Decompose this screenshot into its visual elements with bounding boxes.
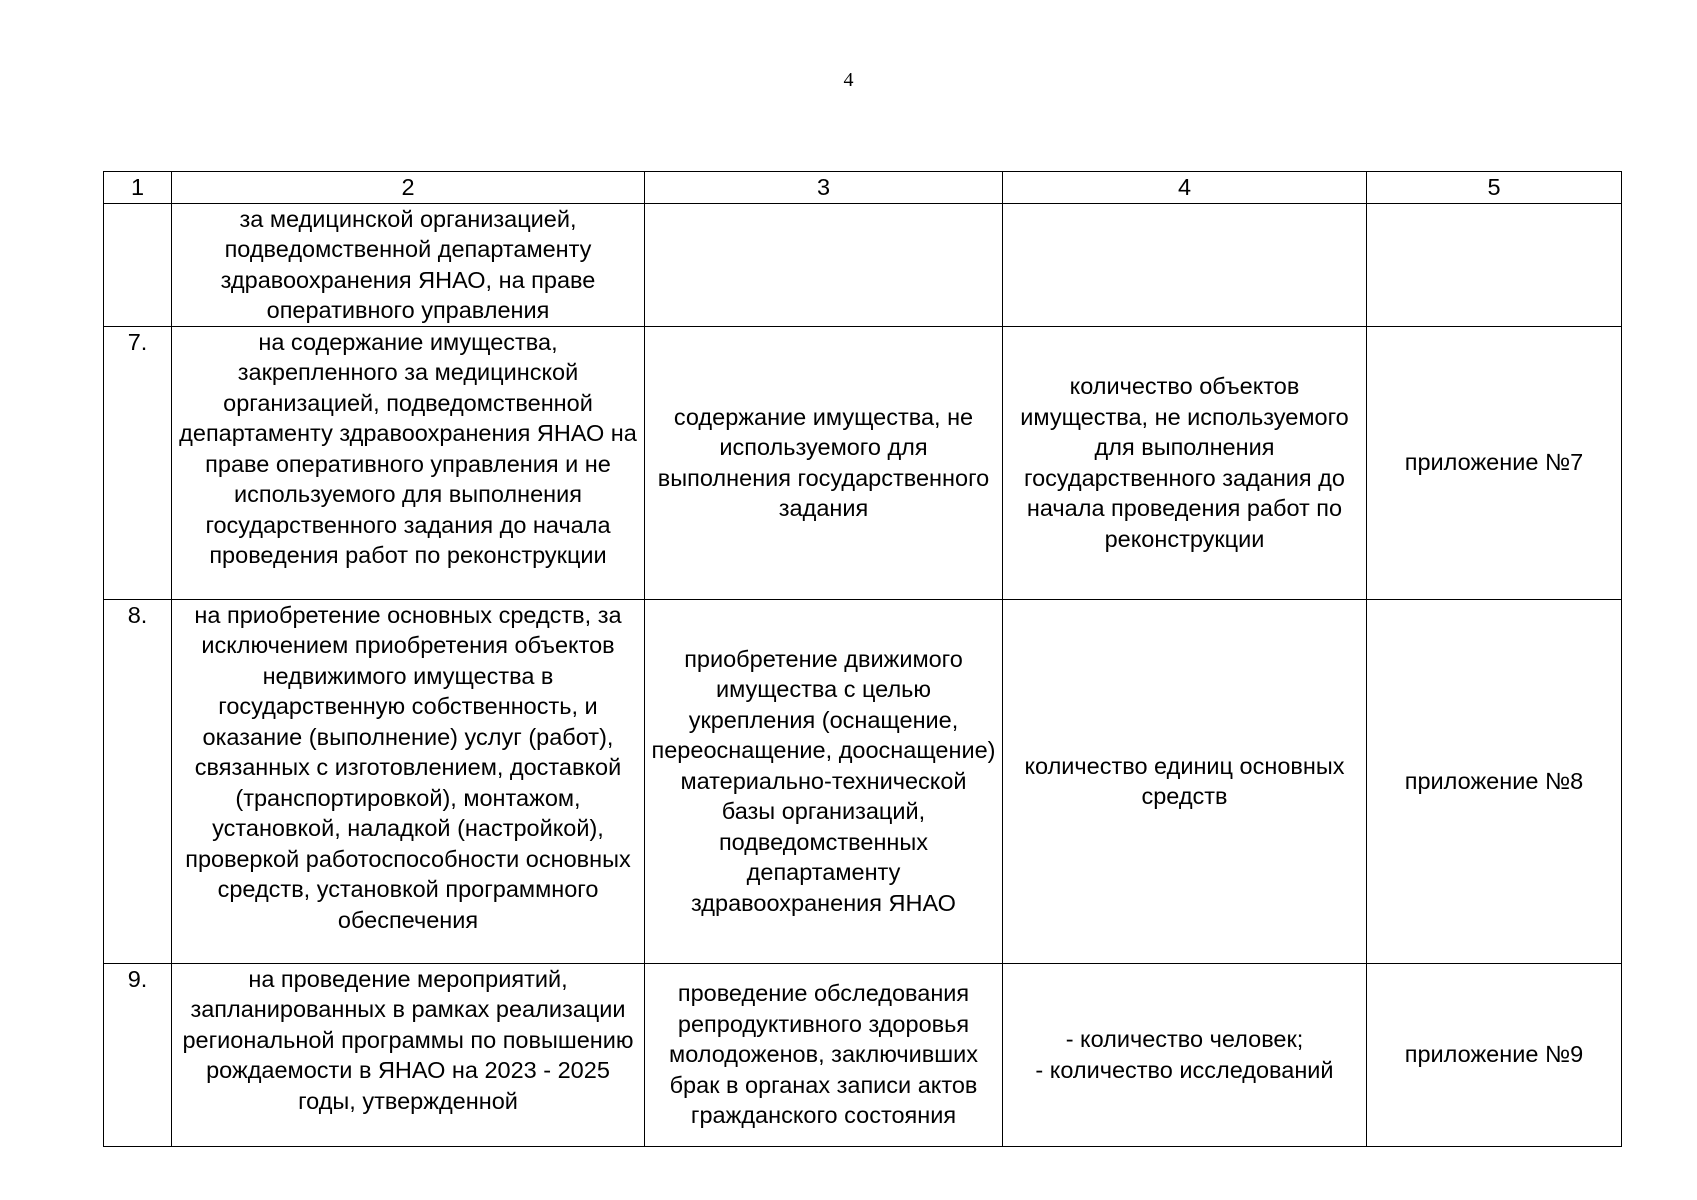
indicator-cell xyxy=(1003,203,1367,326)
appendix-cell xyxy=(1367,203,1622,326)
row-number-cell xyxy=(104,203,172,326)
header-cell-3: 3 xyxy=(645,172,1003,204)
table-row xyxy=(104,326,1622,599)
expense-description-cell: на содержание имущества, закрепленного за медицинской организацией, подведомственной департаменту здравоохранения ЯНАО на праве оперативного управления и не используемого для выполнения государственного задания до начала проведения работ по реконструкции xyxy=(172,326,645,599)
header-cell-4: 4 xyxy=(1003,172,1367,204)
expense-description-cell: на приобретение основных средств, за исключением приобретения объектов недвижимого имущества в государственную собственность, и оказание (выполнение) услуг (работ), связанных с изготовлением, доставкой (транспортировкой), монтажом, установкой, наладкой (настройкой), проверкой работоспособности основных средств, установкой программного обеспечения xyxy=(172,599,645,963)
appendix-cell: приложение №7 xyxy=(1367,326,1622,599)
appendix-cell: приложение №8 xyxy=(1367,599,1622,963)
indicator-line: - количество человек; xyxy=(1065,1026,1304,1052)
expense-description-cell: на проведение мероприятий, запланированных в рамках реализации региональной программы по повышению рождаемости в ЯНАО на 2023 - 2025 годы, утвержденной xyxy=(172,963,645,1146)
indicator-cell: количество единиц основных средств xyxy=(1003,599,1367,963)
indicator-line: - количество исследований xyxy=(1035,1056,1334,1083)
header-cell-1: 1 xyxy=(104,172,172,204)
expense-description-cell: за медицинской организацией, подведомственной департаменту здравоохранения ЯНАО, на праве оперативного управления xyxy=(172,203,645,326)
header-cell-5: 5 xyxy=(1367,172,1622,204)
table-row xyxy=(104,599,1622,963)
appendix-cell: приложение №9 xyxy=(1367,963,1622,1146)
row-number-cell: 9. xyxy=(104,963,172,1146)
purpose-cell: содержание имущества, не используемого для выполнения государственного задания xyxy=(645,326,1003,599)
indicator-cell xyxy=(1003,963,1367,1146)
purpose-cell xyxy=(645,203,1003,326)
row-number-cell: 8. xyxy=(104,599,172,963)
document-table xyxy=(103,171,1622,1147)
table-header-row xyxy=(104,172,1622,204)
table-row xyxy=(104,963,1622,1146)
table-row xyxy=(104,203,1622,326)
header-cell-2: 2 xyxy=(172,172,645,204)
page-number: 4 xyxy=(843,69,854,91)
indicator-cell: количество объектов имущества, не используемого для выполнения государственного задания до начала проведения работ по реконструкции xyxy=(1003,326,1367,599)
purpose-cell: приобретение движимого имущества с целью укрепления (оснащение, переоснащение, дооснащение) материально-технической базы организаций, подведомственных департаменту здравоохранения ЯНАО xyxy=(645,599,1003,963)
row-number-cell: 7. xyxy=(104,326,172,599)
purpose-cell: проведение обследования репродуктивного здоровья молодоженов, заключивших брак в органах записи актов гражданского состояния xyxy=(645,963,1003,1146)
